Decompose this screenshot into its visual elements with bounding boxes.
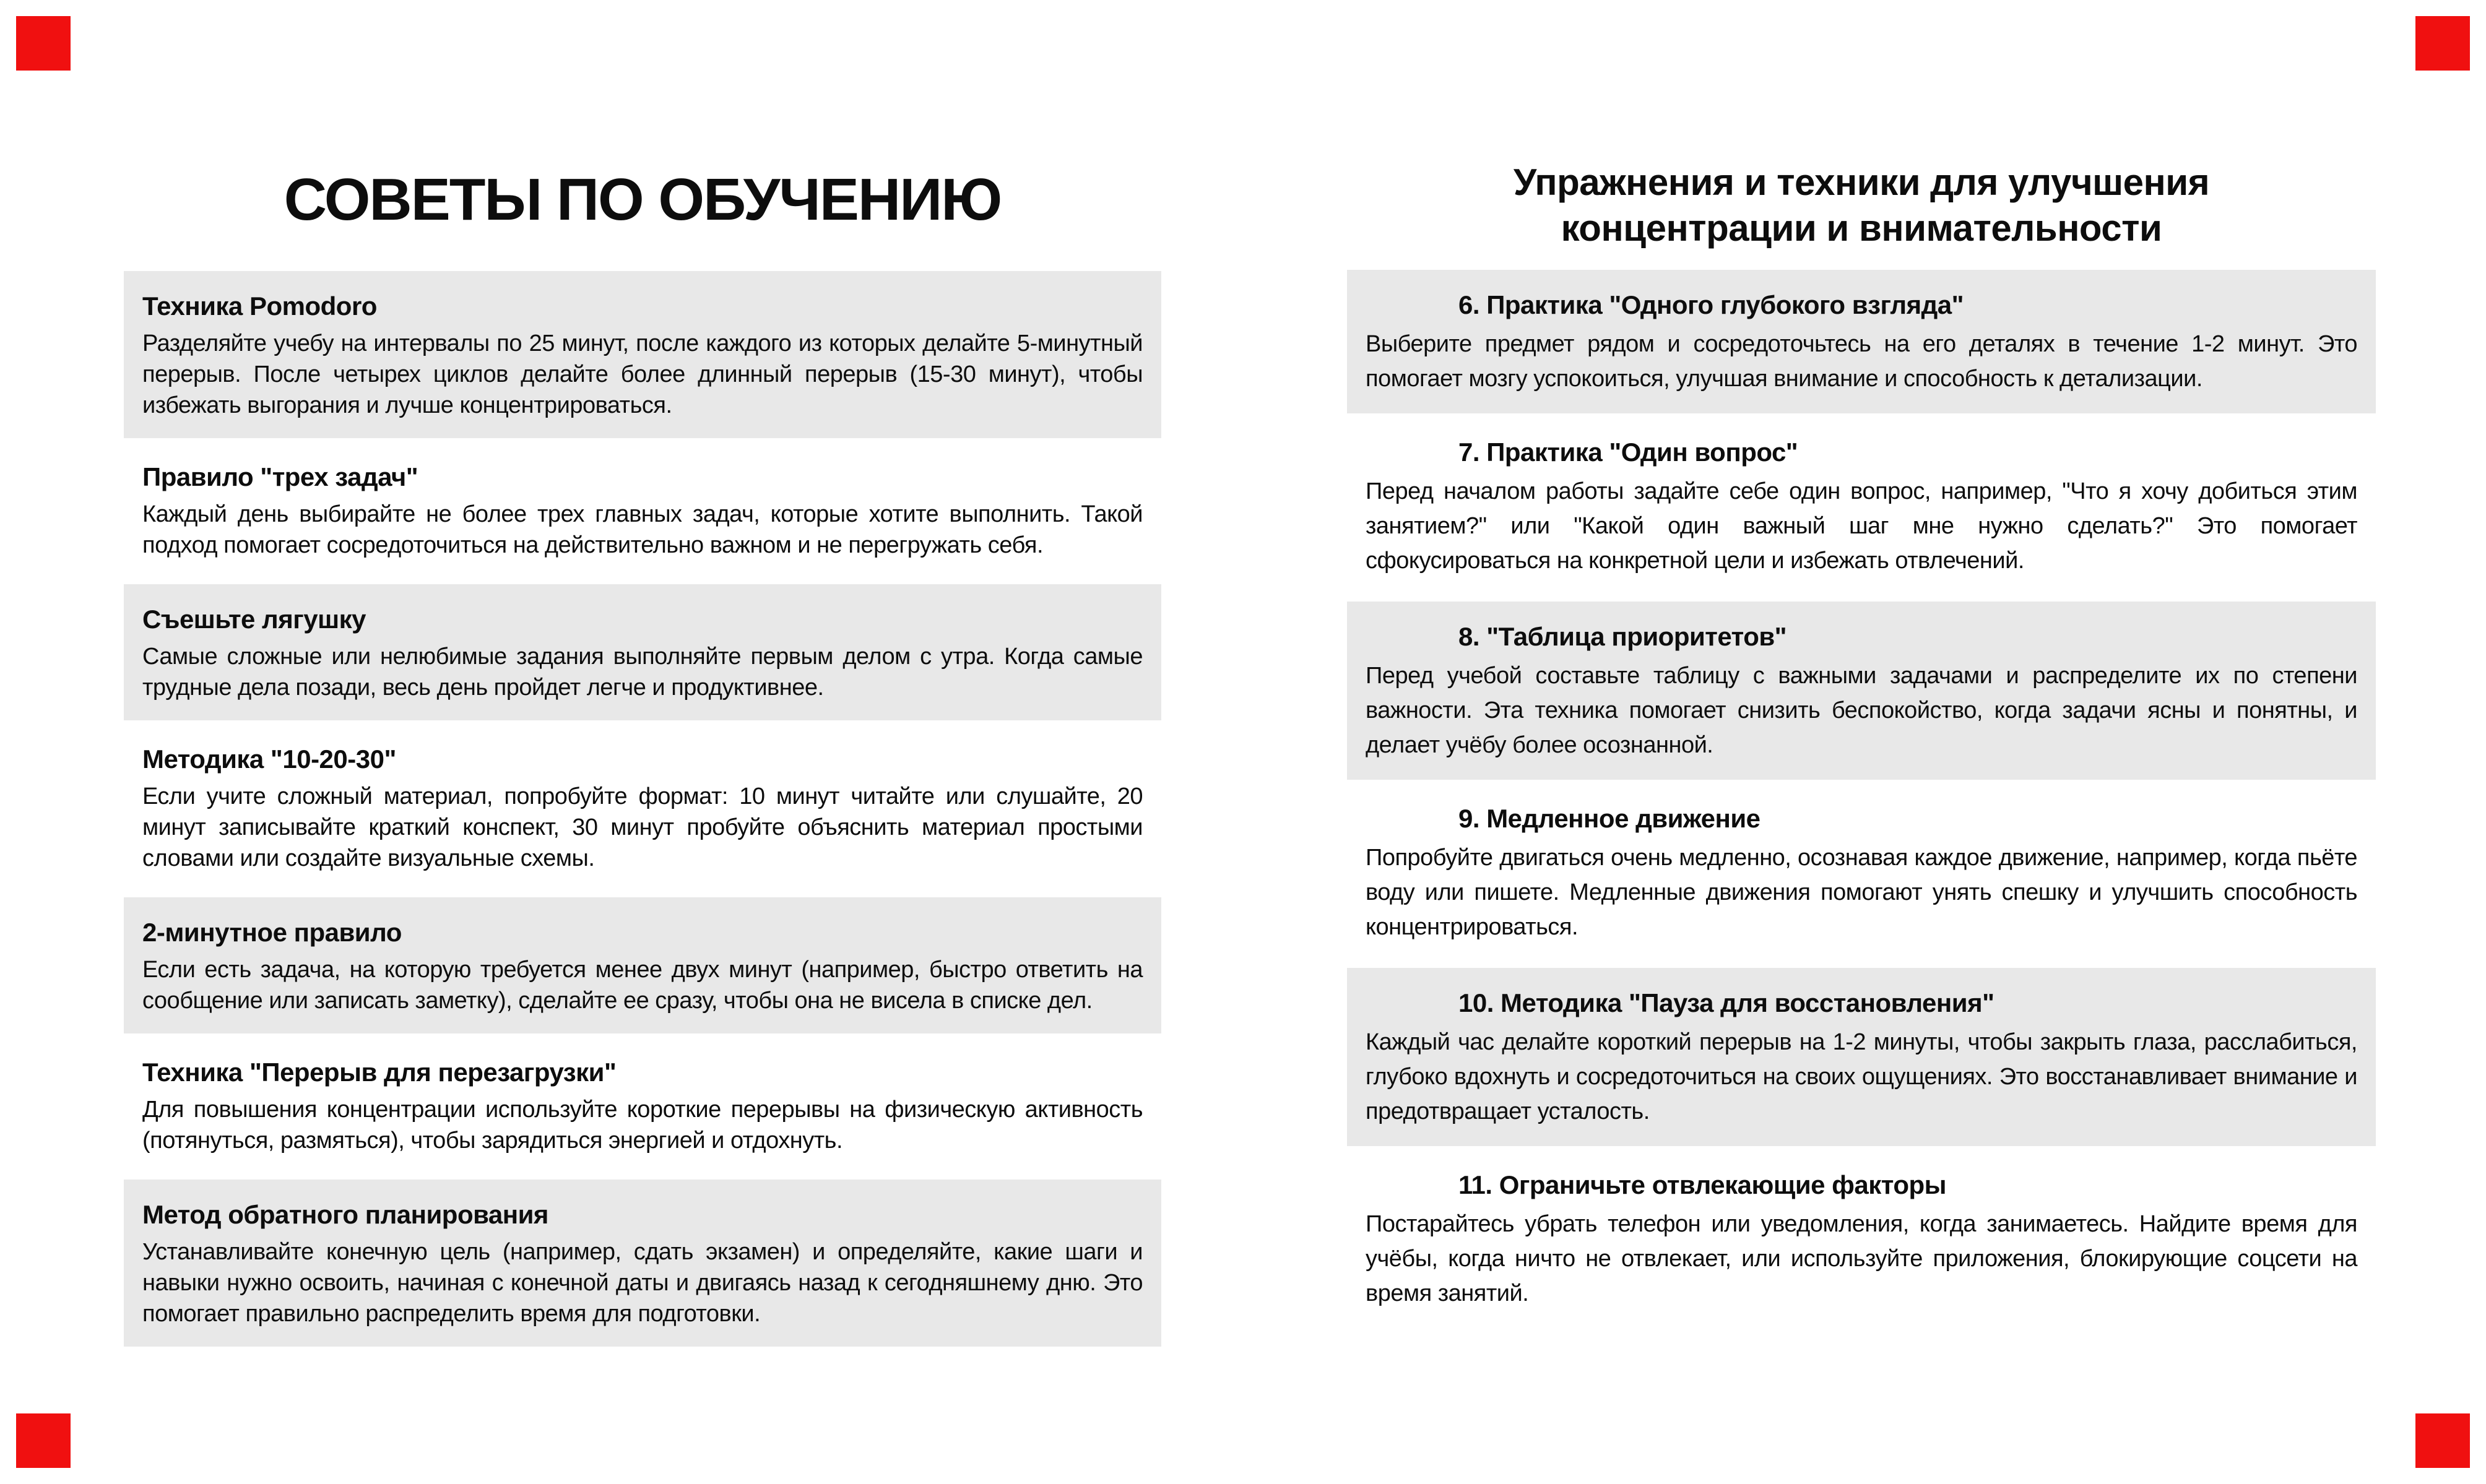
block-two-minute-rule-heading: 2-минутное правило <box>142 918 402 947</box>
corner-marker-bottom-right <box>2415 1413 2470 1468</box>
block-slow-movement-heading: 9. Медленное движение <box>1458 804 1761 833</box>
block-pomodoro-body: Разделяйте учебу на интервалы по 25 минут, после каждого из которых делайте 5-минутный перерыв. После четырех циклов делайте более длинный перерыв (15-30 минут), чтобы избежать выгорания и лучше концентрироваться. <box>142 330 1143 418</box>
block-pomodoro-heading: Техника Pomodoro <box>142 291 377 321</box>
block-eat-the-frog <box>124 584 1161 720</box>
block-three-tasks-heading: Правило "трех задач" <box>142 462 418 491</box>
corner-marker-top-left <box>16 16 71 71</box>
block-deep-look-body: Выберите предмет рядом и сосредоточьтесь на его деталях в течение 1-2 минут. Это помогает мозгу успокоиться, улучшая внимание и способность к детализации. <box>1366 331 2357 392</box>
block-reboot-break-heading: Техника "Перерыв для перезагрузки" <box>142 1058 617 1087</box>
block-recovery-pause-body: Каждый час делайте короткий перерыв на 1-2 минуты, чтобы закрыть глаза, расслабиться, глубоко вдохнуть и сосредоточиться на своих ощущениях. Это восстанавливает внимание и предотвращает усталость. <box>1366 1029 2357 1124</box>
corner-marker-bottom-left <box>16 1413 71 1468</box>
block-limit-distractions-heading: 11. Ограничьте отвлекающие факторы <box>1458 1170 1946 1199</box>
block-recovery-pause-heading: 10. Методика "Пауза для восстановления" <box>1458 988 1994 1017</box>
block-three-tasks-body: Каждый день выбирайте не более трех главных задач, которые хотите выполнить. Такой подход помогает сосредоточиться на действительно важном и не перегружать себя. <box>142 501 1143 558</box>
left-column <box>124 0 1161 1366</box>
block-backward-planning-heading: Метод обратного планирования <box>142 1200 548 1229</box>
block-two-minute-rule <box>124 897 1161 1033</box>
block-limit-distractions <box>1347 1166 2376 1314</box>
block-one-question-body: Перед началом работы задайте себе один вопрос, например, "Что я хочу добиться этим занятием?" или "Какой один важный шаг мне нужно сделать?" Это помогает сфокусироваться на конкретной цели и избежать отвлечений. <box>1366 478 2357 574</box>
left-column-title: СОВЕТЫ ПО ОБУЧЕНИЮ <box>284 166 1002 233</box>
block-slow-movement <box>1347 800 2376 948</box>
block-backward-planning <box>124 1180 1161 1347</box>
block-deep-look-heading: 6. Практика "Одного глубокого взгляда" <box>1458 290 1964 319</box>
block-two-minute-rule-body: Если есть задача, на которую требуется менее двух минут (например, быстро ответить на сообщение или записать заметку), сделайте ее сразу, чтобы она не висела в списке дел. <box>142 957 1143 1014</box>
block-backward-planning-body: Устанавливайте конечную цель (например, сдать экзамен) и определяйте, какие шаги и навыки нужно освоить, начиная с конечной даты и двигаясь назад к сегодняшнему дню. Это помогает правильно распределить время для подготовки. <box>142 1239 1143 1327</box>
block-one-question-heading: 7. Практика "Один вопрос" <box>1458 438 1798 467</box>
right-column-title: Упражнения и техники для улучшения концентрации и внимательности <box>1513 162 2210 249</box>
block-eat-the-frog-heading: Съешьте лягушку <box>142 605 366 634</box>
block-priority-table-heading: 8. "Таблица приоритетов" <box>1458 622 1787 651</box>
block-priority-table <box>1347 602 2376 780</box>
block-one-question <box>1347 433 2376 582</box>
block-pomodoro <box>124 271 1161 438</box>
block-deep-look <box>1347 270 2376 413</box>
block-reboot-break <box>124 1053 1161 1160</box>
block-recovery-pause <box>1347 968 2376 1146</box>
block-slow-movement-body: Попробуйте двигаться очень медленно, осознавая каждое движение, например, когда пьёте воду или пишете. Медленные движения помогают унять спешку и улучшить способность концентрироваться. <box>1366 845 2357 940</box>
block-10-20-30-body: Если учите сложный материал, попробуйте формат: 10 минут читайте или слушайте, 20 минут записывайте краткий конспект, 30 минут пробуйте объяснить материал простыми словами или создайте визуальные схемы. <box>142 783 1143 871</box>
block-10-20-30-heading: Методика "10-20-30" <box>142 744 396 774</box>
corner-marker-top-right <box>2415 16 2470 71</box>
block-reboot-break-body: Для повышения концентрации используйте короткие перерывы на физическую активность (потянуться, размяться), чтобы зарядиться энергией и отдохнуть. <box>142 1097 1143 1154</box>
right-column <box>1347 0 2376 1334</box>
block-10-20-30 <box>124 740 1161 878</box>
block-limit-distractions-body: Постарайтесь убрать телефон или уведомления, когда занимаетесь. Найдите время для учёбы, когда ничто не отвлекает, или используйте приложения, блокирующие соцсети на время занятий. <box>1366 1211 2357 1306</box>
block-three-tasks <box>124 458 1161 564</box>
block-eat-the-frog-body: Самые сложные или нелюбимые задания выполняйте первым делом с утра. Когда самые трудные дела позади, весь день пройдет легче и продуктивнее. <box>142 644 1143 701</box>
block-priority-table-body: Перед учебой составьте таблицу с важными задачами и распределите их по степени важности. Эта техника помогает снизить беспокойство, когда задачи ясны и понятны, и делает учёбу более осознанной. <box>1366 663 2357 758</box>
